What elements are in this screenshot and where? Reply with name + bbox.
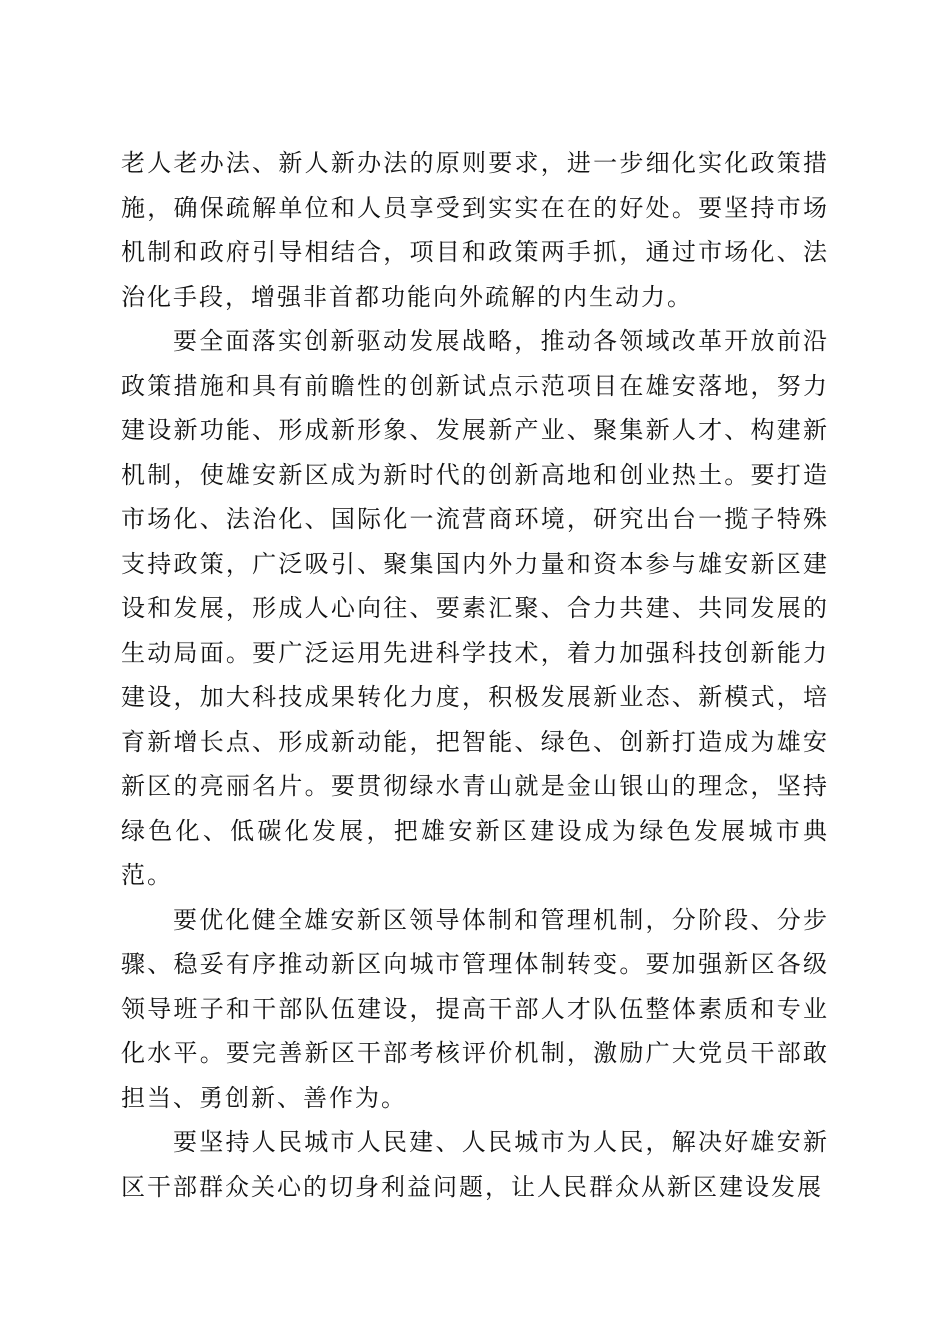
paragraph-2: 要全面落实创新驱动发展战略，推动各领域改革开放前沿政策措施和具有前瞻性的创新试点示范项目在雄安落地，努力建设新功能、形成新形象、发展新产业、聚集新人才、构建新机制，使雄安新区成为新时代的创新高地和创业热土。要打造市场化、法治化、国际化一流营商环境，研究出台一揽子特殊支持政策，广泛吸引、聚集国内外力量和资本参与雄安新区建设和发展，形成人心向往、要素汇聚、合力共建、共同发展的生动局面。要广泛运用先进科学技术，着力加强科技创新能力建设，加大科技成果转化力度，积极发展新业态、新模式，培育新增长点、形成新动能，把智能、绿色、创新打造成为雄安新区的亮丽名片。要贯彻绿水青山就是金山银山的理念，坚持绿色化、低碳化发展，把雄安新区建设成为绿色发展城市典范。 xyxy=(121,327,829,889)
paragraph-4: 要坚持人民城市人民建、人民城市为人民，解决好雄安新区干部群众关心的切身利益问题，让人民群众从新区建设发展 xyxy=(121,1128,829,1201)
document-body xyxy=(121,141,829,1209)
paragraph-1: 老人老办法、新人新办法的原则要求，进一步细化实化政策措施，确保疏解单位和人员享受到实实在在的好处。要坚持市场机制和政府引导相结合，项目和政策两手抓，通过市场化、法治化手段，增强非首都功能向外疏解的内生动力。 xyxy=(121,149,829,311)
paragraph-3: 要优化健全雄安新区领导体制和管理机制，分阶段、分步骤、稳妥有序推动新区向城市管理体制转变。要加强新区各级领导班子和干部队伍建设，提高干部人才队伍整体素质和专业化水平。要完善新区干部考核评价机制，激励广大党员干部敢担当、勇创新、善作为。 xyxy=(121,905,829,1112)
